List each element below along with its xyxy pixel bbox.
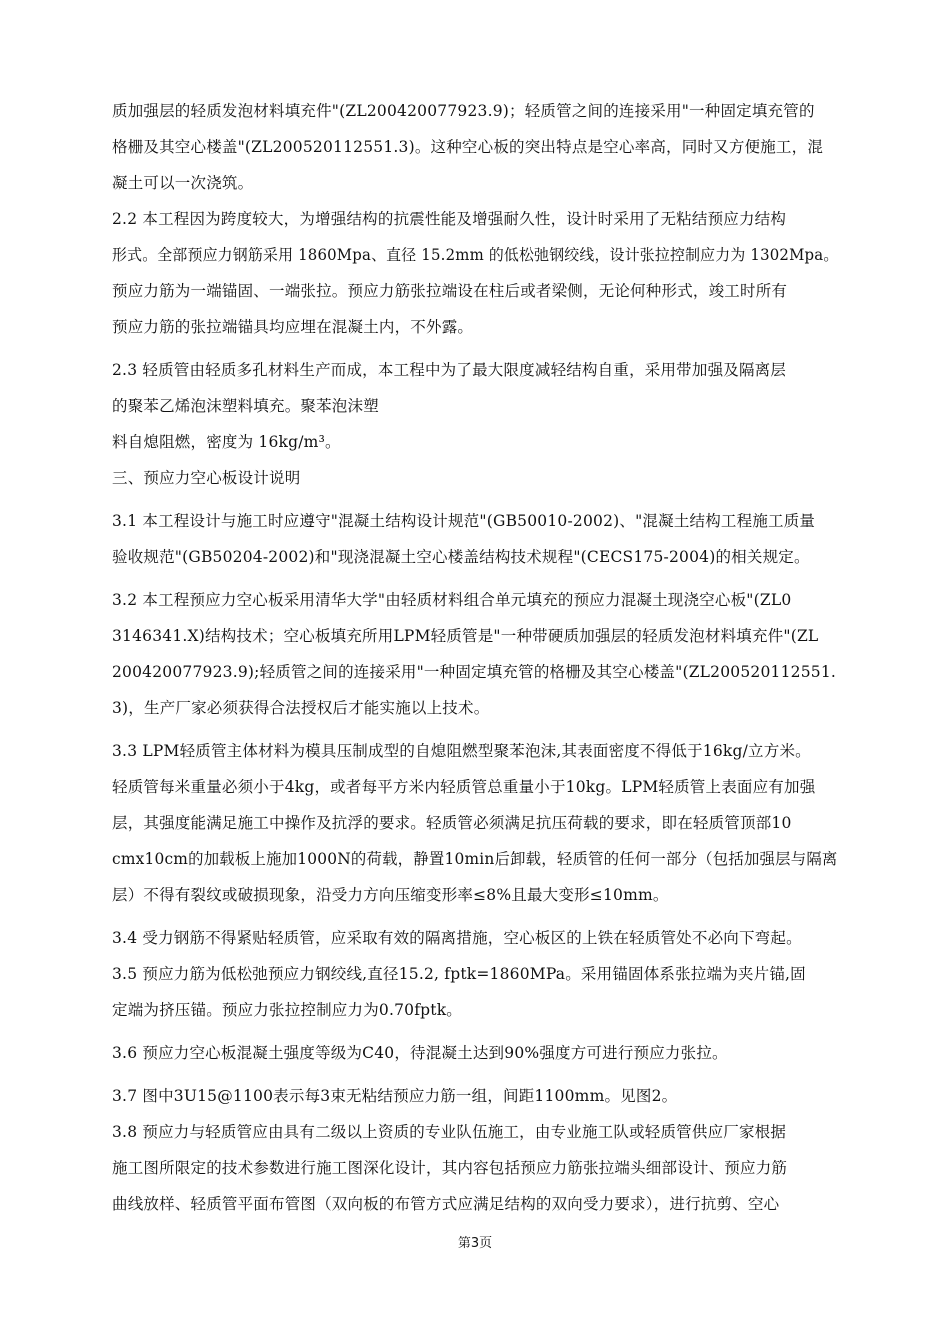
text-line: 3.2 本工程预应力空心板采用清华大学"由轻质材料组合单元填充的预应力混凝土现浇空心板"(ZL0 bbox=[112, 591, 792, 609]
text-line: 200420077923.9);轻质管之间的连接采用"一种固定填充管的格栅及其空心楼盖"(ZL200520112551. bbox=[112, 663, 837, 681]
text-line: 层，其强度能满足施工中操作及抗浮的要求。轻质管必须满足抗压荷载的要求，即在轻质管顶部10 bbox=[112, 814, 792, 832]
text-line: 3.7 图中3U15@1100表示每3束无粘结预应力筋一组，间距1100mm。见图2。 bbox=[112, 1087, 678, 1105]
text-line: 曲线放样、轻质管平面布管图（双向板的布管方式应满足结构的双向受力要求），进行抗剪、空心 bbox=[112, 1195, 780, 1213]
text-line: 层）不得有裂纹或破损现象，沿受力方向压缩变形率≤8%且最大变形≤10mm。 bbox=[112, 886, 669, 904]
text-line: 3.8 预应力与轻质管应由具有二级以上资质的专业队伍施工，由专业施工队或轻质管供应厂家根据 bbox=[112, 1123, 787, 1141]
text-line: 预应力筋为一端锚固、一端张拉。预应力筋张拉端设在柱后或者梁侧，无论何种形式，竣工时所有 bbox=[112, 282, 788, 300]
text-line: 预应力筋的张拉端锚具均应埋在混凝土内，不外露。 bbox=[112, 318, 474, 336]
text-line: 3.3 LPM轻质管主体材料为模具压制成型的自熄阻燃型聚苯泡沫,其表面密度不得低于16kg/立方米。 bbox=[112, 742, 811, 760]
text-line: 凝土可以一次浇筑。 bbox=[112, 174, 254, 192]
text-line: 格栅及其空心楼盖"(ZL200520112551.3)。这种空心板的突出特点是空心率高，同时又方便施工，混 bbox=[112, 138, 824, 156]
text-line: cmx10cm的加载板上施加1000N的荷载，静置10min后卸载，轻质管的任何一部分（包括加强层与隔离 bbox=[112, 850, 838, 868]
page-number: 第3页 bbox=[457, 1236, 493, 1251]
text-line: 施工图所限定的技术参数进行施工图深化设计，其内容包括预应力筋张拉端头细部设计、预应力筋 bbox=[112, 1159, 788, 1177]
text-line: 轻质管每米重量必须小于4kg，或者每平方米内轻质管总重量小于10kg。LPM轻质管上表面应有加强 bbox=[112, 778, 816, 796]
text-line: 质加强层的轻质发泡材料填充件"(ZL200420077923.9)；轻质管之间的连接采用"一种固定填充管的 bbox=[112, 102, 815, 120]
text-line: 形式。全部预应力钢筋采用 1860Mpa、直径 15.2mm 的低松弛钢绞线，设计张拉控制应力为 1302Mpa。 bbox=[112, 246, 839, 264]
text-line: 料自熄阻燃，密度为 16kg/m³。 bbox=[112, 433, 341, 451]
text-line: 2.3 轻质管由轻质多孔材料生产而成，本工程中为了最大限度减轻结构自重，采用带加强及隔离层 bbox=[112, 361, 787, 379]
text-line: 的聚苯乙烯泡沫塑料填充。聚苯泡沫塑 bbox=[112, 397, 379, 415]
text-line: 验收规范"(GB50204-2002)和"现浇混凝土空心楼盖结构技术规程"(CECS175-2004)的相关规定。 bbox=[112, 548, 810, 566]
text-line: 3)，生产厂家必须获得合法授权后才能实施以上技术。 bbox=[112, 699, 490, 717]
text-line: 3.5 预应力筋为低松弛预应力钢绞线,直径15.2, fptk=1860MPa。采用锚固体系张拉端为夹片锚,固 bbox=[112, 965, 806, 983]
section-heading: 三、预应力空心板设计说明 bbox=[112, 469, 301, 487]
text-line: 定端为挤压锚。预应力张拉控制应力为0.70fptk。 bbox=[112, 1001, 462, 1019]
text-line: 3.6 预应力空心板混凝土强度等级为C40，待混凝土达到90%强度方可进行预应力张拉。 bbox=[112, 1044, 728, 1062]
text-line: 2.2 本工程因为跨度较大，为增强结构的抗震性能及增强耐久性，设计时采用了无粘结预应力结构 bbox=[112, 210, 787, 228]
text-line: 3146341.X)结构技术；空心板填充所用LPM轻质管是"一种带硬质加强层的轻质发泡材料填充件"(ZL bbox=[112, 627, 819, 645]
text-line: 3.1 本工程设计与施工时应遵守"混凝土结构设计规范"(GB50010-2002)、"混凝土结构工程施工质量 bbox=[112, 512, 816, 530]
text-line: 3.4 受力钢筋不得紧贴轻质管，应采取有效的隔离措施，空心板区的上铁在轻质管处不必向下弯起。 bbox=[112, 929, 802, 947]
